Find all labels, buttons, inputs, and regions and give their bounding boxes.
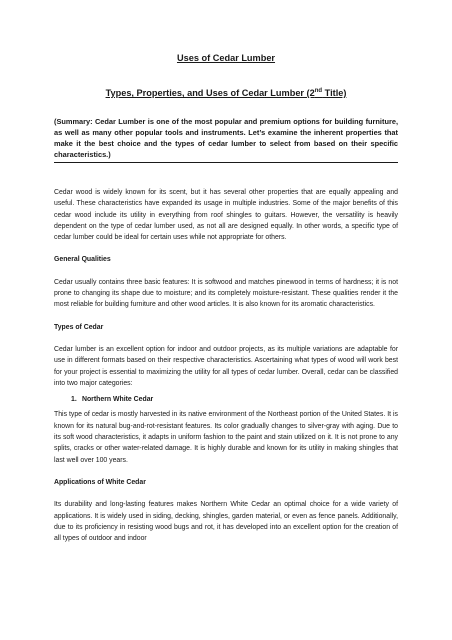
document-content xyxy=(54,52,398,544)
white-cedar-paragraph: This type of cedar is mostly harvested in its native environment of the Northeast portion of the United States. It is known for its natural bug-and-rot-resistant features. Its color gradually changes to silver-gray with aging. Due to its soft wood characteristics, it adapts in uniform fashion to the paint and stain utilized on it. It is not prone to any splits, cracks or other water-related damage. It is highly durable and known for its utility in making shingles that last well over 100 years. xyxy=(54,411,398,464)
subtitle-main: Types, Properties, and Uses of Cedar Lumber (2 xyxy=(105,88,315,98)
intro-paragraph: Cedar wood is widely known for its scent, but it has several other properties that are equally appealing and useful. These characteristics have expanded its usage in multiple industries. Some of the major benefits of this cedar wood include its utility in everything from roof shingles to guitars. However, the versatility is heavily dependent on the type of cedar lumber used, as not all are designed equally. In other words, a specific type of cedar lumber could be ideal for certain uses while not appropriate for others. xyxy=(54,189,398,242)
applications-heading: Applications of White Cedar xyxy=(54,478,146,486)
spacer xyxy=(54,466,398,477)
item-number: 1. xyxy=(71,396,77,404)
spacer xyxy=(54,266,398,277)
numbered-item-northern-white-cedar xyxy=(54,394,398,405)
spacer xyxy=(54,488,398,499)
types-of-cedar-heading: Types of Cedar xyxy=(54,323,104,331)
spacer xyxy=(54,311,398,322)
applications-paragraph: Its durability and long-lasting features makes Northern White Cedar an optimal choice for a wide variety of applications. It is widely used in siding, decking, shingles, garden material, or even as fence panels. Additionally, due to its proficiency in resisting wood bugs and rot, it has developed into an excellent option for the creation of all types of outdoor and indoor xyxy=(54,501,398,543)
summary-paragraph: (Summary: Cedar Lumber is one of the most popular and premium options for building furniture, as well as many other popular tools and instruments. Let’s examine the inherent properties that make it the best choice and the types of cedar lumber to select from based on their specific characteristics.) xyxy=(54,116,398,163)
spacer xyxy=(54,243,398,254)
types-of-cedar-paragraph: Cedar lumber is an excellent option for indoor and outdoor projects, as its multiple variations are adaptable for use in different formats based on their respective characteristics. Ascertaining what types of wood will work best for your project is essential to maximizing the utility for all types of cedar lumber. Overall, cedar can be classified into two major categories: xyxy=(54,345,398,387)
page-subtitle xyxy=(54,87,398,99)
general-qualities-paragraph: Cedar usually contains three basic features: It is softwood and matches pinewood in terms of hardness; it is not prone to changing its shape due to moisture; and its completely moisture-resistant. These qualities render it the most reliable for building furniture and other wood articles. It is also known for its aromatic characteristics. xyxy=(54,278,398,309)
spacer xyxy=(54,163,398,187)
item-label: Northern White Cedar xyxy=(82,396,154,404)
page-title: Uses of Cedar Lumber xyxy=(176,53,276,63)
subtitle-tail: Title) xyxy=(322,88,347,98)
spacer xyxy=(54,333,398,344)
general-qualities-heading: General Qualities xyxy=(54,256,111,264)
subtitle-superscript: nd xyxy=(314,87,323,94)
